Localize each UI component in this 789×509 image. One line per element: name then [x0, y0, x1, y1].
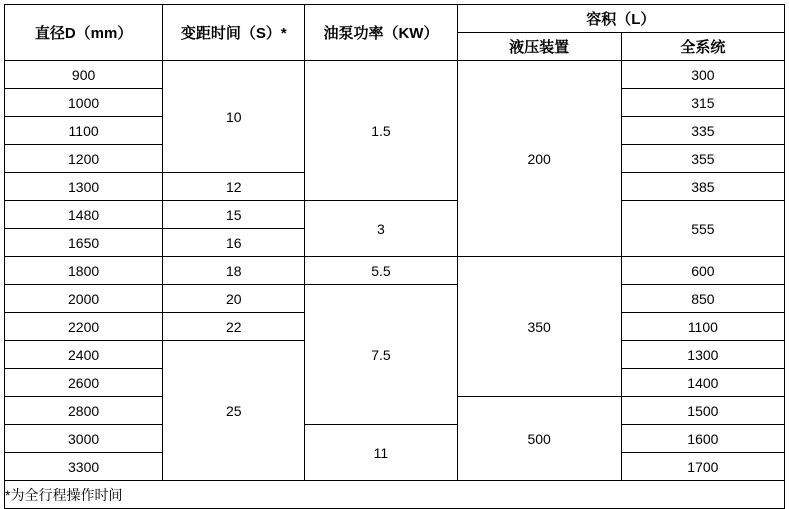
cell-volume-hydraulic: 200	[457, 61, 621, 257]
cell-diameter: 2600	[5, 369, 163, 397]
cell-diameter: 2200	[5, 313, 163, 341]
cell-volume-system: 300	[621, 61, 784, 89]
cell-volume-system: 600	[621, 257, 784, 285]
header-volume-system: 全系统	[621, 33, 784, 61]
cell-pump-power: 1.5	[305, 61, 457, 201]
cell-volume-system: 555	[621, 201, 784, 257]
cell-volume-system: 1100	[621, 313, 784, 341]
cell-volume-system: 315	[621, 89, 784, 117]
cell-shift-time: 12	[163, 173, 305, 201]
cell-shift-time: 25	[163, 341, 305, 481]
footnote-text: *为全行程操作时间	[5, 481, 785, 509]
cell-diameter: 900	[5, 61, 163, 89]
cell-diameter: 2400	[5, 341, 163, 369]
table-row	[5, 425, 785, 453]
cell-pump-power: 7.5	[305, 285, 457, 425]
cell-diameter: 1300	[5, 173, 163, 201]
cell-volume-system: 385	[621, 173, 784, 201]
cell-shift-time: 18	[163, 257, 305, 285]
table-row	[5, 61, 785, 89]
cell-volume-system: 850	[621, 285, 784, 313]
cell-pump-power: 3	[305, 201, 457, 257]
table-header-row-1	[5, 5, 785, 33]
cell-diameter: 1200	[5, 145, 163, 173]
cell-shift-time: 22	[163, 313, 305, 341]
cell-diameter: 2800	[5, 397, 163, 425]
table-footnote-row	[5, 481, 785, 509]
cell-shift-time: 16	[163, 229, 305, 257]
cell-diameter: 1000	[5, 89, 163, 117]
cell-volume-system: 1600	[621, 425, 784, 453]
cell-shift-time: 10	[163, 61, 305, 173]
cell-pump-power: 5.5	[305, 257, 457, 285]
table-row	[5, 201, 785, 229]
cell-volume-system: 1400	[621, 369, 784, 397]
cell-diameter: 1800	[5, 257, 163, 285]
header-volume-hydraulic: 液压装置	[457, 33, 621, 61]
cell-diameter: 3000	[5, 425, 163, 453]
cell-volume-system: 335	[621, 117, 784, 145]
specification-table	[4, 4, 785, 509]
table-row	[5, 257, 785, 285]
header-volume: 容积（L）	[457, 5, 784, 33]
header-diameter: 直径D（mm）	[5, 5, 163, 61]
cell-diameter: 1100	[5, 117, 163, 145]
cell-shift-time: 15	[163, 201, 305, 229]
cell-diameter: 1480	[5, 201, 163, 229]
cell-pump-power: 11	[305, 425, 457, 481]
cell-diameter: 1650	[5, 229, 163, 257]
cell-volume-system: 355	[621, 145, 784, 173]
table-row	[5, 285, 785, 313]
header-pump-power: 油泵功率（KW）	[305, 5, 457, 61]
header-shift-time: 变距时间（S）*	[163, 5, 305, 61]
cell-volume-system: 1700	[621, 453, 784, 481]
cell-volume-hydraulic: 500	[457, 397, 621, 481]
cell-diameter: 3300	[5, 453, 163, 481]
cell-diameter: 2000	[5, 285, 163, 313]
cell-volume-hydraulic: 350	[457, 257, 621, 397]
cell-volume-system: 1300	[621, 341, 784, 369]
cell-shift-time: 20	[163, 285, 305, 313]
cell-volume-system: 1500	[621, 397, 784, 425]
